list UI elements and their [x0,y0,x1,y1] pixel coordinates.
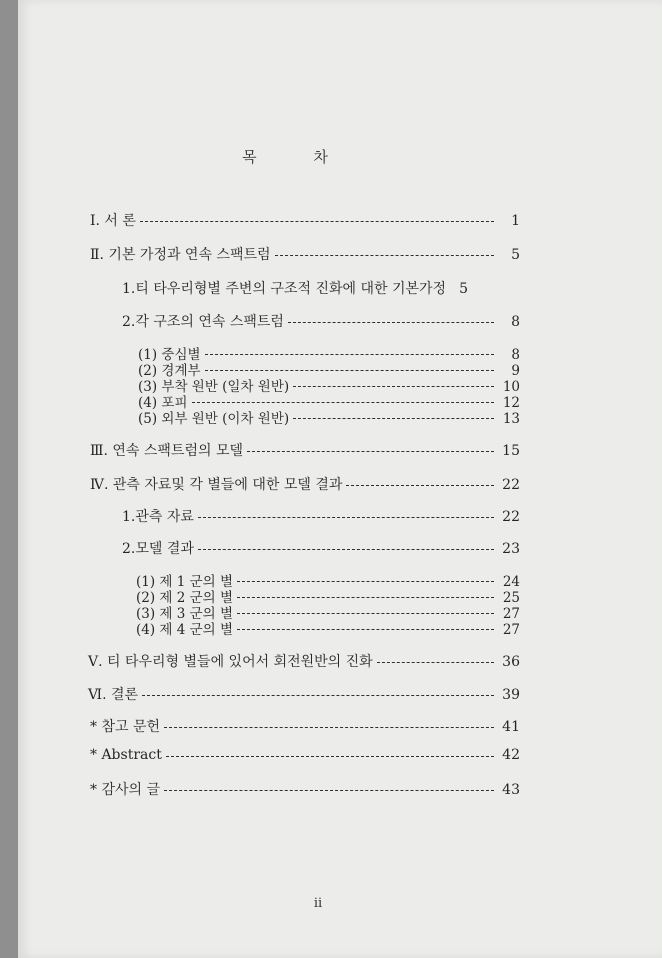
toc-entry-references [90,716,520,736]
leader-dots [237,581,494,582]
page-number: ii [313,896,323,911]
toc-entry-page: 13 [502,411,520,427]
toc-entry-page: 15 [502,443,520,459]
toc-entry-page: 8 [511,314,520,330]
toc-entry-4-2-4 [136,618,520,638]
toc-entry-chapter-6 [88,684,520,704]
toc-entry-page: 42 [502,747,520,763]
leader-dots [346,485,494,486]
toc-entry-chapter-4 [90,474,520,494]
toc-title: 목 차 [242,148,354,166]
toc-entry-chapter-2 [90,244,520,264]
toc-entry-label: (1) 중심별 [138,347,201,363]
toc-entry-label: 2.각 구조의 연속 스팩트럼 [122,314,284,330]
toc-entry-2-2 [122,311,520,331]
toc-entry-label: (3) 제 3 군의 별 [136,606,234,622]
toc-entry-label: Ⅳ. 관측 자료및 각 별들에 대한 모델 결과 [90,477,343,493]
leader-dots [142,695,494,696]
toc-entry-label: (1) 제 1 군의 별 [136,574,234,590]
toc-entry-page: 43 [502,782,520,798]
toc-entry-label: * Abstract [90,747,162,763]
document-page [18,0,662,958]
leader-dots [237,597,494,598]
toc-entry-page: 39 [502,687,520,703]
toc-entry-label: 1.티 타우리형별 주변의 구조적 진화에 대한 기본가정 [122,281,447,297]
toc-entry-page: 5 [511,247,520,263]
toc-entry-2-1 [122,278,520,298]
leader-dots [140,221,494,222]
toc-entry-label: Ⅰ. 서 론 [90,213,136,229]
toc-entry-label: (3) 부착 원반 (일차 원반) [138,379,290,395]
toc-entry-label: Ⅱ. 기본 가정과 연속 스팩트럼 [90,247,271,263]
toc-entry-page: 36 [502,654,520,670]
leader-dots [275,255,494,256]
toc-entry-acknowledgements [90,779,520,799]
toc-entry-label: (4) 포피 [138,395,188,411]
toc-entry-page: 9 [511,363,520,379]
toc-entry-page: 8 [511,347,520,363]
leader-dots [293,386,494,387]
toc-entry-page: 23 [502,541,520,557]
leader-dots [198,517,494,518]
toc-entry-introduction [90,210,520,230]
leader-dots [237,613,494,614]
toc-entry-2-2-5 [138,407,520,427]
toc-entry-label: (2) 제 2 군의 별 [136,590,234,606]
toc-entry-page: 12 [502,395,520,411]
toc-entry-page: 5 [459,281,469,297]
toc-entry-page: 27 [502,622,520,638]
leader-dots [198,549,494,550]
toc-entry-label: Ⅵ. 결론 [88,687,139,703]
toc-entry-label: 1.관측 자료 [122,509,194,525]
toc-entry-page: 25 [502,590,520,606]
toc-entry-label: Ⅴ. 티 타우리형 별들에 있어서 회전원반의 진화 [88,654,373,670]
leader-dots [377,662,494,663]
toc-entry-4-1 [122,506,520,526]
toc-entry-label: Ⅲ. 연속 스팩트럼의 모델 [90,443,244,459]
toc-entry-page: 41 [502,719,520,735]
leader-dots [166,756,494,757]
leader-dots [205,354,494,355]
toc-entry-page: 22 [502,477,520,493]
toc-entry-4-2 [122,538,520,558]
leader-dots [293,418,494,419]
leader-dots [247,451,494,452]
leader-dots [237,629,494,630]
toc-entry-label: * 감사의 글 [90,782,160,798]
leader-dots [164,790,494,791]
leader-dots [164,727,494,728]
toc-entry-page: 10 [502,379,520,395]
toc-entry-label: 2.모델 결과 [122,541,194,557]
toc-entry-chapter-5 [88,651,520,671]
toc-entry-label: (5) 외부 원반 (이차 원반) [138,411,290,427]
leader-dots [205,370,494,371]
toc-entry-page: 27 [502,606,520,622]
toc-entry-label: * 참고 문헌 [90,719,160,735]
toc-entry-label: (2) 경계부 [138,363,201,379]
toc-entry-page: 1 [511,213,520,229]
toc-entry-chapter-3 [90,440,520,460]
leader-dots [288,322,494,323]
toc-entry-label: (4) 제 4 군의 별 [136,622,234,638]
toc-entry-page: 24 [502,574,520,590]
toc-entry-abstract [90,747,520,763]
toc-entry-page: 22 [502,509,520,525]
leader-dots [192,402,495,403]
